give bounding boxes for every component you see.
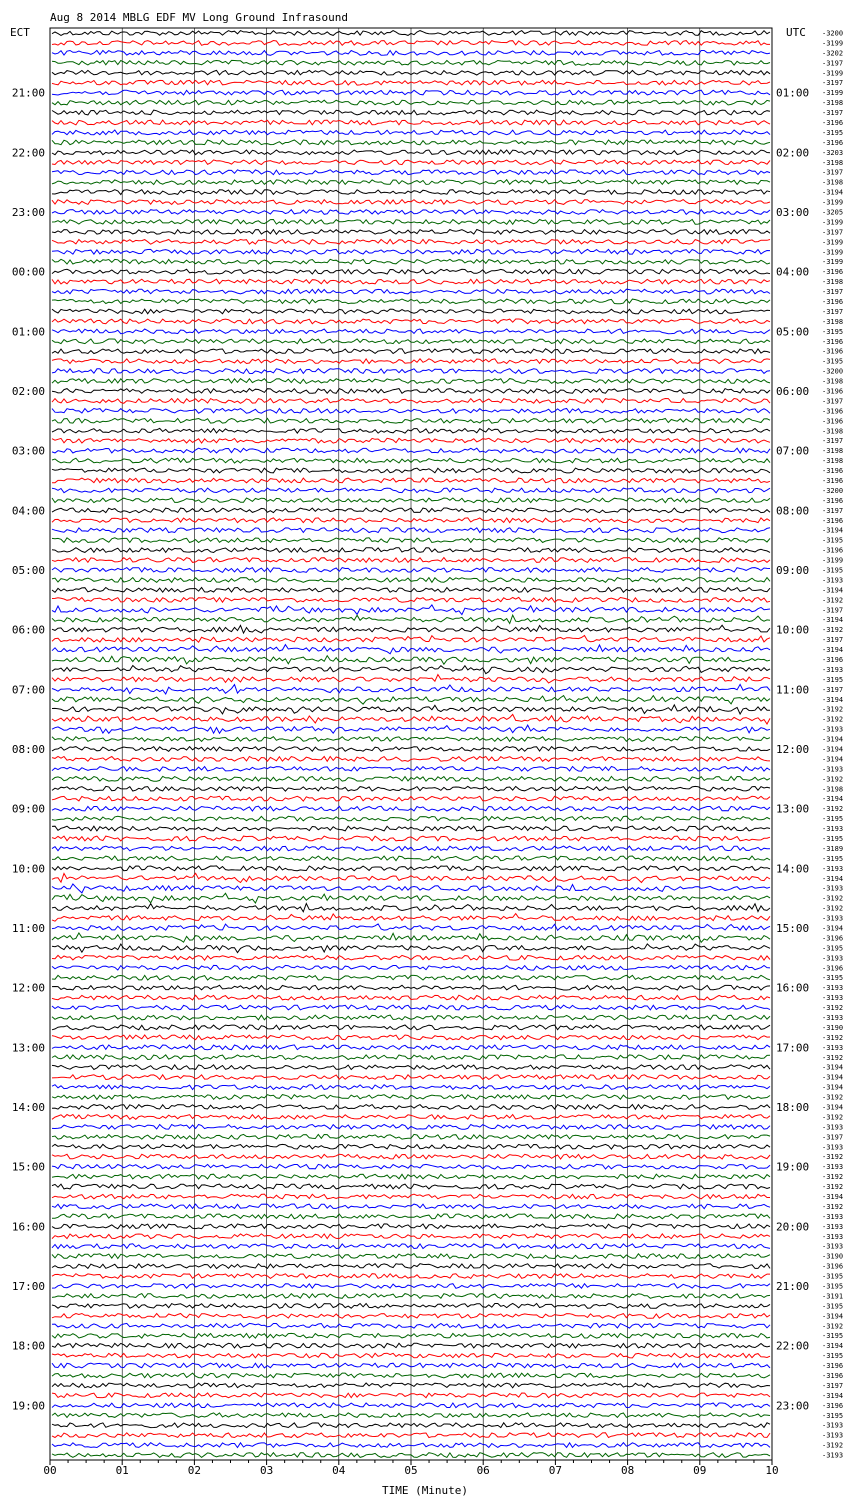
trace-value-label: -3196: [822, 387, 844, 396]
trace-value-label: -3197: [822, 636, 844, 645]
trace-value-label: -3192: [822, 1004, 844, 1013]
trace-value-label: -3193: [822, 954, 844, 963]
trace-value-label: -3193: [822, 1421, 844, 1430]
left-hour-label: 02:00: [11, 384, 45, 398]
trace-value-label: -3189: [822, 844, 844, 853]
right-axis-label: UTC: [786, 26, 806, 39]
trace-value-label: -3193: [822, 984, 844, 993]
trace-value-label: -3202: [822, 49, 844, 58]
left-hour-label: 04:00: [11, 504, 45, 518]
trace-value-label: -3191: [822, 1292, 844, 1301]
right-hour-label: 10:00: [776, 623, 810, 637]
trace-value-label: -3195: [822, 1282, 844, 1291]
trace-value-label: -3198: [822, 457, 844, 466]
trace-value-label: -3196: [822, 655, 844, 664]
trace-value-label: -3197: [822, 109, 844, 118]
left-hour-label: 05:00: [11, 563, 45, 577]
trace-value-label: -3196: [822, 337, 844, 346]
trace-value-label: -3199: [822, 556, 844, 565]
trace-value-label: -3194: [822, 1063, 844, 1072]
x-tick-label: 02: [187, 1464, 202, 1477]
trace-value-label: -3198: [822, 377, 844, 386]
right-hour-label: 17:00: [776, 1041, 810, 1055]
trace-value-label: -3194: [822, 616, 844, 625]
left-hour-label: 07:00: [11, 683, 45, 697]
trace-value-label: -3194: [822, 646, 844, 655]
right-hour-label: 20:00: [776, 1220, 810, 1234]
trace-value-label: -3196: [822, 516, 844, 525]
trace-value-labels: [822, 29, 843, 1459]
trace-value-label: -3193: [822, 765, 844, 774]
trace-value-label: -3192: [822, 715, 844, 724]
x-tick-label: 06: [476, 1464, 490, 1477]
trace-value-label: -3197: [822, 288, 844, 297]
trace-value-label: -3195: [822, 854, 844, 863]
trace-value-label: -3197: [822, 168, 844, 177]
trace-value-label: -3192: [822, 1322, 844, 1331]
trace-value-label: -3194: [822, 188, 844, 197]
trace-value-label: -3197: [822, 437, 844, 446]
trace-value-label: -3198: [822, 785, 844, 794]
trace-value-label: -3193: [822, 884, 844, 893]
trace-value-label: -3194: [822, 1073, 844, 1082]
trace-value-label: -3196: [822, 1262, 844, 1271]
trace-value-label: -3193: [822, 1242, 844, 1251]
trace-value-label: -3194: [822, 1103, 844, 1112]
right-hour-label: 03:00: [776, 205, 810, 219]
right-hour-label: 21:00: [776, 1279, 810, 1293]
trace-value-label: -3193: [822, 1123, 844, 1132]
trace-value-label: -3193: [822, 1163, 844, 1172]
trace-value-label: -3192: [822, 1033, 844, 1042]
trace-value-label: -3190: [822, 1252, 844, 1261]
trace-value-label: -3200: [822, 367, 844, 376]
x-tick-label: 04: [332, 1464, 346, 1477]
trace-value-label: -3197: [822, 397, 844, 406]
trace-value-label: -3198: [822, 427, 844, 436]
trace-value-label: -3195: [822, 1411, 844, 1420]
trace-value-label: -3194: [822, 1083, 844, 1092]
trace-value-label: -3199: [822, 39, 844, 48]
trace-value-label: -3196: [822, 407, 844, 416]
left-hour-labels: [12, 87, 45, 1413]
right-hour-label: 06:00: [776, 384, 810, 398]
trace-value-label: -3196: [822, 1371, 844, 1380]
left-hour-label: 19:00: [11, 1399, 45, 1413]
trace-value-label: -3192: [822, 805, 844, 814]
left-axis-label: ECT: [10, 26, 30, 39]
trace-value-label: -3193: [822, 665, 844, 674]
trace-value-label: -3205: [822, 208, 844, 217]
right-hour-label: 01:00: [776, 86, 810, 100]
x-tick-label: 00: [43, 1464, 57, 1477]
right-hour-label: 16:00: [776, 981, 810, 995]
left-hour-label: 11:00: [11, 921, 45, 935]
chart-title: Aug 8 2014 MBLG EDF MV Long Ground Infrasound: [50, 11, 349, 24]
trace-value-label: -3198: [822, 99, 844, 108]
trace-value-label: -3196: [822, 467, 844, 476]
trace-value-label: -3195: [822, 128, 844, 137]
left-hour-label: 13:00: [11, 1041, 45, 1055]
right-hour-labels: [776, 87, 809, 1413]
trace-value-label: -3192: [822, 1183, 844, 1192]
left-hour-label: 15:00: [11, 1160, 45, 1174]
trace-value-label: -3198: [822, 178, 844, 187]
trace-value-label: -3197: [822, 307, 844, 316]
trace-value-label: -3194: [822, 795, 844, 804]
trace-value-label: -3196: [822, 496, 844, 505]
right-hour-label: 14:00: [776, 862, 810, 876]
right-hour-label: 12:00: [776, 742, 810, 756]
trace-value-label: -3196: [822, 546, 844, 555]
trace-value-label: -3192: [822, 775, 844, 784]
left-hour-label: 03:00: [11, 444, 45, 458]
trace-value-label: -3197: [822, 1133, 844, 1142]
trace-value-label: -3194: [822, 924, 844, 933]
trace-value-label: -3192: [822, 705, 844, 714]
trace-value-label: -3194: [822, 586, 844, 595]
trace-value-label: -3197: [822, 228, 844, 237]
right-hour-label: 02:00: [776, 146, 810, 160]
trace-value-label: -3199: [822, 218, 844, 227]
trace-value-label: -3198: [822, 317, 844, 326]
trace-value-label: -3193: [822, 1013, 844, 1022]
trace-value-label: -3200: [822, 486, 844, 495]
trace-value-label: -3192: [822, 1093, 844, 1102]
left-hour-label: 00:00: [11, 265, 45, 279]
left-hour-label: 06:00: [11, 623, 45, 637]
right-hour-label: 19:00: [776, 1160, 810, 1174]
trace-value-label: -3195: [822, 536, 844, 545]
trace-value-label: -3194: [822, 1342, 844, 1351]
trace-value-label: -3194: [822, 526, 844, 535]
trace-value-label: -3192: [822, 1113, 844, 1122]
trace-value-label: -3193: [822, 1451, 844, 1460]
left-hour-label: 01:00: [11, 325, 45, 339]
trace-value-label: -3192: [822, 1053, 844, 1062]
right-hour-label: 13:00: [776, 802, 810, 816]
trace-value-label: -3193: [822, 725, 844, 734]
right-hour-label: 15:00: [776, 921, 810, 935]
right-hour-label: 22:00: [776, 1339, 810, 1353]
trace-value-label: -3195: [822, 834, 844, 843]
trace-value-label: -3194: [822, 874, 844, 883]
trace-value-label: -3193: [822, 864, 844, 873]
trace-value-label: -3196: [822, 964, 844, 973]
trace-value-label: -3192: [822, 1173, 844, 1182]
trace-value-label: -3193: [822, 1431, 844, 1440]
left-hour-label: 12:00: [11, 981, 45, 995]
trace-value-label: -3195: [822, 944, 844, 953]
trace-value-label: -3192: [822, 1153, 844, 1162]
left-hour-label: 09:00: [11, 802, 45, 816]
trace-value-label: -3198: [822, 278, 844, 287]
trace-value-label: -3190: [822, 1023, 844, 1032]
right-hour-label: 08:00: [776, 504, 810, 518]
trace-value-label: -3198: [822, 447, 844, 456]
trace-value-label: -3199: [822, 258, 844, 267]
trace-value-label: -3196: [822, 118, 844, 127]
trace-value-label: -3195: [822, 357, 844, 366]
trace-value-label: -3195: [822, 1302, 844, 1311]
trace-value-label: -3195: [822, 815, 844, 824]
right-hour-label: 18:00: [776, 1100, 810, 1114]
trace-value-label: -3197: [822, 606, 844, 615]
x-tick-label: 03: [259, 1464, 274, 1477]
x-tick-label: 09: [693, 1464, 707, 1477]
trace-value-label: -3196: [822, 1401, 844, 1410]
x-tick-label: 08: [620, 1464, 635, 1477]
trace-value-label: -3193: [822, 1222, 844, 1231]
trace-value-label: -3192: [822, 596, 844, 605]
left-hour-label: 22:00: [11, 146, 45, 160]
left-hour-label: 17:00: [11, 1279, 45, 1293]
trace-value-label: -3195: [822, 327, 844, 336]
trace-value-label: -3194: [822, 1391, 844, 1400]
trace-value-label: -3200: [822, 29, 844, 38]
trace-value-label: -3192: [822, 626, 844, 635]
trace-value-label: -3195: [822, 1352, 844, 1361]
trace-value-label: -3199: [822, 89, 844, 98]
trace-value-label: -3192: [822, 1202, 844, 1211]
trace-value-label: -3193: [822, 914, 844, 923]
trace-value-label: -3195: [822, 1272, 844, 1281]
trace-value-label: -3196: [822, 347, 844, 356]
trace-value-label: -3199: [822, 69, 844, 78]
trace-value-label: -3197: [822, 685, 844, 694]
left-hour-label: 18:00: [11, 1339, 45, 1353]
trace-value-label: -3196: [822, 138, 844, 147]
trace-value-label: -3197: [822, 1381, 844, 1390]
trace-value-label: -3193: [822, 1043, 844, 1052]
trace-value-label: -3203: [822, 148, 844, 157]
left-hour-label: 21:00: [11, 86, 45, 100]
trace-value-label: -3195: [822, 675, 844, 684]
trace-value-label: -3196: [822, 268, 844, 277]
trace-value-label: -3194: [822, 735, 844, 744]
trace-value-label: -3196: [822, 1362, 844, 1371]
left-hour-label: 23:00: [11, 205, 45, 219]
trace-value-label: -3196: [822, 934, 844, 943]
right-hour-label: 09:00: [776, 563, 810, 577]
right-hour-label: 23:00: [776, 1399, 810, 1413]
x-axis-label: TIME (Minute): [381, 1484, 469, 1497]
trace-value-label: -3197: [822, 79, 844, 88]
right-hour-label: 11:00: [776, 683, 810, 697]
trace-value-label: -3195: [822, 1332, 844, 1341]
trace-value-label: -3194: [822, 745, 844, 754]
trace-value-label: -3193: [822, 576, 844, 585]
left-hour-label: 08:00: [11, 742, 45, 756]
x-tick-label: 10: [765, 1464, 779, 1477]
x-tick-label: 05: [404, 1464, 418, 1477]
trace-value-label: -3198: [822, 158, 844, 167]
right-hour-label: 04:00: [776, 265, 810, 279]
trace-value-label: -3196: [822, 476, 844, 485]
left-hour-label: 16:00: [11, 1220, 45, 1234]
left-hour-label: 14:00: [11, 1100, 45, 1114]
trace-value-label: -3199: [822, 238, 844, 247]
x-axis-ticks: [43, 1460, 778, 1477]
trace-value-label: -3195: [822, 566, 844, 575]
trace-value-label: -3193: [822, 1143, 844, 1152]
x-tick-label: 07: [548, 1464, 563, 1477]
trace-value-label: -3192: [822, 1441, 844, 1450]
trace-value-label: -3193: [822, 994, 844, 1003]
trace-value-label: -3192: [822, 904, 844, 913]
trace-value-label: -3196: [822, 417, 844, 426]
trace-value-label: -3192: [822, 894, 844, 903]
trace-value-label: -3197: [822, 59, 844, 68]
left-hour-label: 10:00: [11, 862, 45, 876]
trace-value-label: -3194: [822, 1192, 844, 1201]
trace-value-label: -3193: [822, 1212, 844, 1221]
trace-value-label: -3193: [822, 825, 844, 834]
x-tick-label: 01: [115, 1464, 129, 1477]
trace-value-label: -3197: [822, 506, 844, 515]
trace-value-label: -3194: [822, 695, 844, 704]
trace-value-label: -3199: [822, 198, 844, 207]
trace-value-label: -3196: [822, 297, 844, 306]
trace-value-label: -3195: [822, 974, 844, 983]
trace-value-label: -3194: [822, 1312, 844, 1321]
trace-value-label: -3194: [822, 755, 844, 764]
right-hour-label: 07:00: [776, 444, 810, 458]
trace-value-label: -3193: [822, 1232, 844, 1241]
trace-value-label: -3199: [822, 248, 844, 257]
right-hour-label: 05:00: [776, 325, 810, 339]
